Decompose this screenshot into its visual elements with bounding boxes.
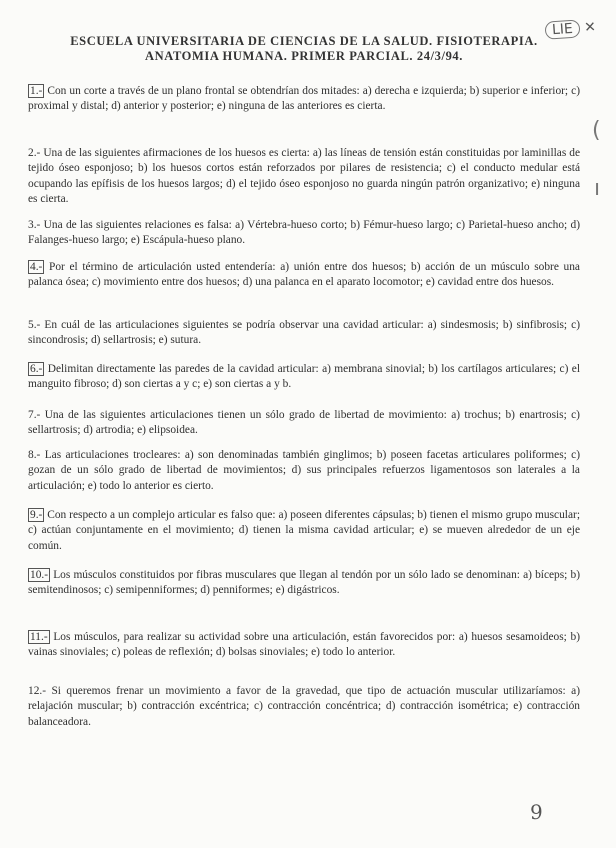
question-number: 9.- [30,509,43,521]
question-5 [28,318,580,349]
question-3 [28,218,580,249]
question-text: Una de las siguientes relaciones es falsa: a) Vértebra-hueso corto; b) Fémur-hueso largo; c) Parietal-hueso ancho; d) Falanges-hueso largo; e) Escápula-hueso plano. [28,219,580,247]
question-10 [28,568,580,599]
corner-handwritten-mark: LIE ✕ [544,18,596,40]
margin-pen-mark: ı [594,176,601,201]
exam-header [24,34,584,64]
question-number: 5.- [28,319,41,331]
question-text: Con un corte a través de un plano frontal se obtendrían dos mitades: a) derecha e izquierda; b) superior e inferior; c) proximal y distal; d) anterior y posterior; e) ninguna de las anteriores es cierta. [28,85,580,113]
question-12 [28,684,580,730]
question-text: Una de las siguientes articulaciones tienen un sólo grado de libertad de movimiento: a) trochus; b) enartrosis; c) sellartrosis; d) artrodia; e) elipsoidea. [28,409,580,437]
question-2 [28,146,580,208]
question-number: 11.- [30,631,48,643]
question-4 [28,260,580,291]
question-number: 2.- [28,147,41,159]
question-8 [28,448,580,494]
question-6 [28,362,580,393]
question-text: Por el término de articulación usted entendería: a) unión entre dos huesos; b) acción de un músculo sobre una palanca ósea; c) movimiento entre dos huesos; d) una palanca en el aparato locomotor; e) cavidad entre dos huesos. [28,261,580,289]
handwritten-page-number: 9 [530,800,543,824]
question-11 [28,630,580,661]
question-text: Los músculos constituidos por fibras musculares que llegan al tendón por un sólo lado se denominan: a) bíceps; b) semitendinosos; c) semipenniformes; d) penniformes; e) digástricos. [28,569,580,597]
question-1 [28,84,580,115]
question-text: Con respecto a un complejo articular es falso que: a) poseen diferentes cápsulas; b) tienen el mismo grupo muscular; c) actúan conjuntamente en el movimiento; d) tienen la misma cavidad articular; e) se mueven alrededor de un eje común. [28,509,580,552]
question-text: En cuál de las articulaciones siguientes se podría observar una cavidad articular: a) sindesmosis; b) sinfibrosis; c) sincondrosis; d) sellartrosis; e) sutura. [28,319,580,347]
question-number: 1.- [30,85,43,97]
question-number: 7.- [28,409,41,421]
question-7 [28,408,580,439]
header-institution: ESCUELA UNIVERSITARIA DE CIENCIAS DE LA SALUD. FISIOTERAPIA. [70,34,538,48]
question-number: 12.- [28,685,47,697]
margin-pen-mark: ( [592,118,601,143]
question-text: Los músculos, para realizar su actividad sobre una articulación, están favorecidos por: a) huesos sesamoideos; b) vainas sinoviales; c) poleas de reflexión; d) bolsas sinoviales; e) todo lo anterior. [28,631,580,659]
question-text: Si queremos frenar un movimiento a favor de la gravedad, que tipo de actuación muscular utilizaríamos: a) relajación muscular; b) contracción excéntrica; c) contracción concéntrica; d) contracción isométrica; e) contracción balanceadora. [28,685,580,728]
header-subject: ANATOMIA HUMANA. PRIMER PARCIAL. 24/3/94. [145,49,463,63]
question-number: 6.- [30,363,43,375]
question-number: 3.- [28,219,41,231]
question-number: 10.- [30,569,49,581]
question-number: 4.- [30,261,43,273]
question-text: Una de las siguientes afirmaciones de los huesos es cierta: a) las líneas de tensión están constituidas por laminillas de tejido óseo esponjoso; b) los huesos cortos están reforzados por pilares de resistencia; c) el conducto medular está ocupando las epífisis de los huesos largos; d) el tejido óseo esponjoso no guarda ningún patrón organizativo; e) ninguna es cierta. [28,147,580,206]
question-text: Las articulaciones trocleares: a) son denominadas también ginglimos; b) poseen facetas articulares poliformes; c) gozan de un sólo grado de libertad de movimientos; d) sus principales refuerzos ligamentosos son laterales a la articulación; e) todo lo anterior es cierto. [28,449,580,492]
question-text: Delimitan directamente las paredes de la cavidad articular: a) membrana sinovial; b) los cartílagos articulares; c) el manguito fibroso; d) son ciertas a y c; e) son ciertas a y b. [28,363,580,391]
question-9 [28,508,580,554]
question-number: 8.- [28,449,41,461]
